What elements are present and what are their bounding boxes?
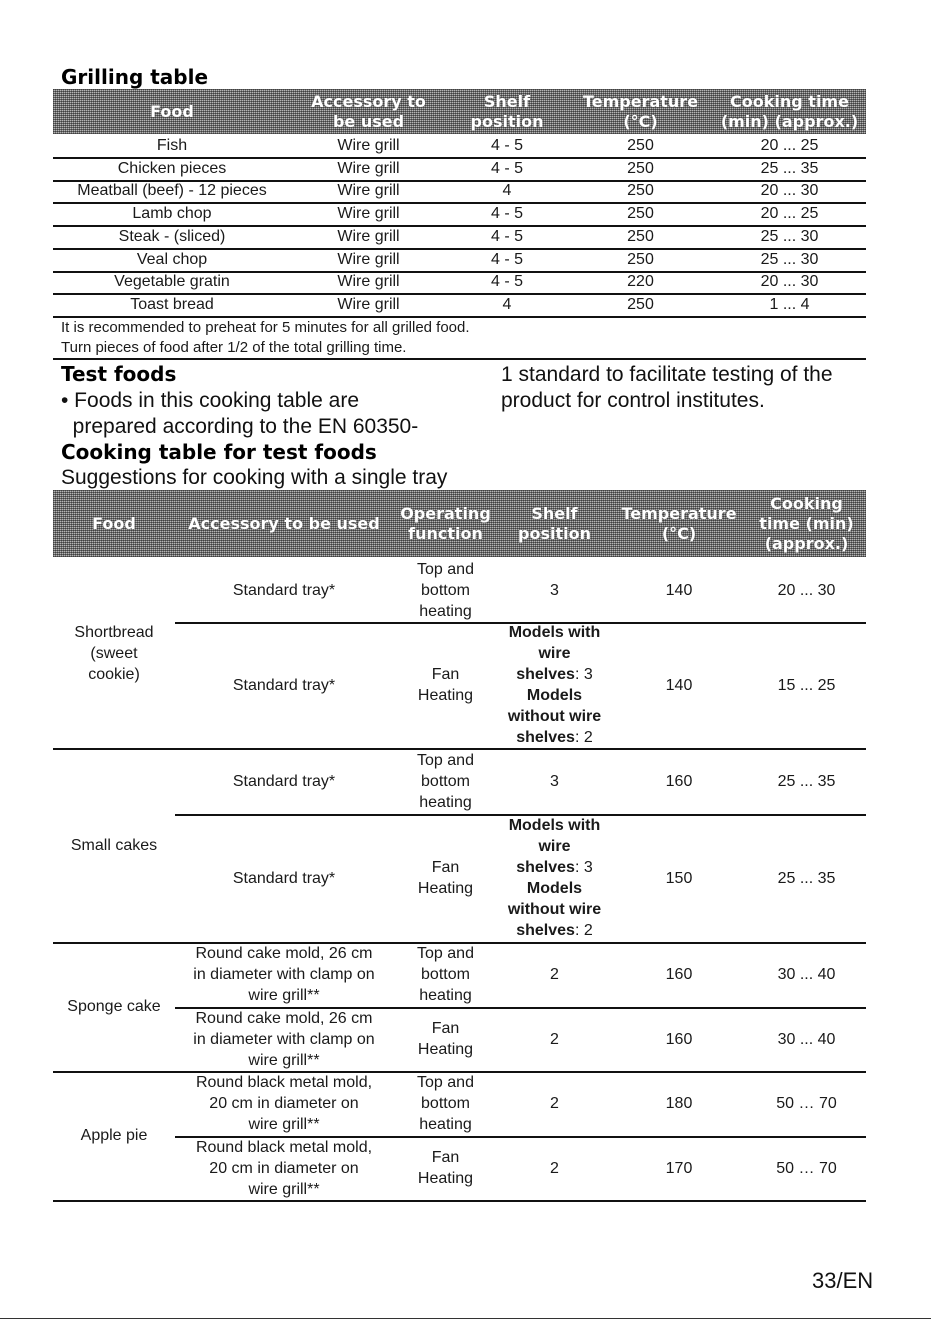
- cell-operating-function: [393, 748, 498, 814]
- cell-temperature: 250: [627, 182, 654, 200]
- cell-accessory: [175, 622, 393, 748]
- cell-temperature: 250: [627, 295, 654, 313]
- cell-accessory: Wire grill: [337, 137, 400, 154]
- cell-operating-function-text: Fan Heating: [417, 859, 474, 897]
- food-name-text: Sponge cake: [67, 998, 161, 1015]
- cell-food: Fish: [156, 137, 188, 154]
- food-name: [53, 558, 175, 748]
- cell-cooking-time: 25 ... 35: [760, 159, 819, 177]
- cell-cooking-time-text: 20 ... 30: [777, 581, 836, 599]
- cell-accessory: Wire grill: [337, 295, 400, 313]
- cell-cooking-time-text: 25 ... 35: [777, 772, 836, 790]
- page-bottom-rule: [0, 1318, 931, 1319]
- cell-shelf: 4 - 5: [490, 250, 523, 268]
- cell-food: Steak - (sliced): [118, 227, 226, 245]
- cell-shelf: [498, 1136, 611, 1200]
- grilling-note-preheat: It is recommended to preheat for 5 minutes for all grilled food.: [61, 319, 470, 336]
- header-accessory: Accessory to be used: [311, 91, 426, 131]
- table-row: [53, 203, 866, 227]
- cell-temperature-text: 180: [665, 1095, 693, 1112]
- grilling-table-title: Grilling table: [61, 65, 209, 89]
- shelf-model-label: Models with wire shelves: [508, 817, 601, 876]
- cell-accessory: [175, 1071, 393, 1136]
- cell-cooking-time-text: 15 ... 25: [777, 676, 836, 694]
- cell-temperature-text: 140: [665, 581, 693, 599]
- cell-temperature: [611, 558, 747, 622]
- cell-cooking-time-text: 50 … 70: [776, 1095, 837, 1112]
- cell-operating-function: [393, 622, 498, 748]
- cell-shelf: [498, 748, 611, 814]
- header-shelf: Shelf position: [518, 503, 591, 543]
- cell-temperature: 250: [627, 159, 654, 177]
- shelf-models-text: Models with wire shelves: 3 Models without wire shelves: 2: [507, 624, 602, 746]
- test-foods-title: Test foods: [61, 362, 177, 386]
- cell-temperature: 250: [627, 250, 654, 268]
- test-foods-bullet: • Foods in this cooking table are prepared according to the EN 60350-: [61, 389, 419, 438]
- cooking-table-header: [53, 490, 866, 557]
- cell-operating-function-text: Fan Heating: [417, 666, 474, 704]
- shelf-value: 2: [583, 729, 593, 746]
- cell-cooking-time: [747, 1007, 866, 1071]
- cell-cooking-time: [747, 558, 866, 622]
- cell-accessory-text: Round cake mold, 26 cm in diameter with clamp on wire grill**: [193, 945, 375, 1004]
- cell-accessory: [175, 814, 393, 942]
- cell-temperature-text: 160: [665, 966, 693, 983]
- header-food: Food: [92, 513, 136, 533]
- table-row: [53, 180, 866, 204]
- cell-accessory: Wire grill: [337, 250, 400, 268]
- table-row: [53, 226, 866, 250]
- cell-cooking-time: 25 ... 30: [760, 227, 819, 245]
- cell-temperature-text: 170: [665, 1159, 693, 1177]
- grilling-note-turn: Turn pieces of food after 1/2 of the total grilling time.: [61, 339, 407, 356]
- test-foods-continued-text: 1 standard to facilitate testing of the product for control institutes.: [501, 363, 833, 412]
- cell-accessory-text: Standard tray*: [232, 772, 336, 790]
- cell-accessory: [175, 748, 393, 814]
- cell-cooking-time: 20 ... 30: [760, 182, 819, 200]
- cell-operating-function: [393, 1136, 498, 1200]
- header-shelf: Shelf position: [470, 91, 544, 131]
- header-cooking-time: Cooking time (min) (approx.): [759, 493, 854, 553]
- cell-operating-function: [393, 558, 498, 622]
- cell-temperature: 250: [627, 137, 654, 154]
- cell-shelf: 4 - 5: [490, 137, 523, 154]
- cell-cooking-time-text: 30 ... 40: [777, 966, 836, 983]
- header-accessory: Accessory to be used: [188, 513, 380, 533]
- cell-temperature: [611, 942, 747, 1007]
- cell-accessory: Wire grill: [337, 273, 400, 291]
- food-name: [53, 1071, 175, 1200]
- shelf-value: 3: [583, 666, 593, 683]
- cell-cooking-time: [747, 1071, 866, 1136]
- row-divider: [53, 1200, 866, 1202]
- cell-temperature-text: 160: [665, 772, 693, 790]
- cell-temperature: [611, 622, 747, 748]
- shelf-value: 3: [583, 859, 593, 876]
- table-row: [53, 135, 866, 159]
- shelf-value: 2: [583, 922, 593, 939]
- cell-shelf-text: 2: [550, 1159, 559, 1177]
- cell-shelf: 4 - 5: [490, 273, 523, 291]
- cell-food: Chicken pieces: [117, 159, 227, 177]
- cell-shelf: 4 - 5: [490, 227, 523, 245]
- cell-shelf: 4: [502, 182, 512, 200]
- cell-cooking-time: 1 ... 4: [769, 295, 810, 313]
- cell-shelf: 4 - 5: [490, 159, 523, 177]
- cell-cooking-time: [747, 1136, 866, 1200]
- cell-shelf: 4 - 5: [490, 205, 523, 223]
- page-number: 33/EN: [812, 1268, 874, 1293]
- cell-shelf: 4: [502, 295, 512, 313]
- cell-temperature: [611, 748, 747, 814]
- cell-accessory-text: Round cake mold, 26 cm in diameter with clamp on wire grill**: [193, 1009, 375, 1069]
- cell-food: Toast bread: [130, 295, 214, 313]
- cooking-table-subtitle: Suggestions for cooking with a single tray: [61, 466, 448, 489]
- cell-accessory: [175, 1136, 393, 1200]
- cell-cooking-time: [747, 748, 866, 814]
- header-operating-function: Operating function: [400, 503, 491, 543]
- cell-shelf-text: 2: [550, 1030, 559, 1048]
- cell-temperature: 250: [627, 205, 654, 223]
- cell-operating-function: [393, 814, 498, 942]
- shelf-model-label: Models with wire shelves: [508, 624, 601, 683]
- cell-operating-function: [393, 1071, 498, 1136]
- cell-operating-function-text: Top and bottom heating: [417, 560, 474, 620]
- header-food: Food: [150, 101, 194, 121]
- cell-temperature-text: 140: [665, 676, 693, 694]
- cell-cooking-time: [747, 814, 866, 942]
- cell-shelf: [498, 814, 611, 942]
- cell-accessory: Wire grill: [337, 182, 400, 200]
- table-row: [53, 294, 866, 318]
- cell-shelf: [498, 622, 611, 748]
- cell-temperature: [611, 814, 747, 942]
- cell-cooking-time: 25 ... 30: [760, 250, 819, 268]
- cell-cooking-time: [747, 622, 866, 748]
- cell-cooking-time: 20 ... 25: [760, 137, 819, 154]
- cell-accessory: [175, 942, 393, 1007]
- shelf-model-label: Models without wire shelves: [507, 687, 602, 746]
- cell-temperature-text: 150: [665, 869, 693, 887]
- cell-cooking-time-text: 50 … 70: [776, 1159, 837, 1177]
- cell-cooking-time-text: 25 ... 35: [777, 869, 836, 887]
- cell-food: Meatball (beef) - 12 pieces: [77, 182, 267, 200]
- cell-operating-function-text: Top and bottom heating: [417, 1074, 474, 1133]
- food-name: [53, 748, 175, 942]
- cell-accessory: Wire grill: [337, 159, 400, 177]
- cell-temperature: [611, 1071, 747, 1136]
- cell-operating-function-text: Top and bottom heating: [417, 945, 474, 1004]
- cell-accessory: [175, 1007, 393, 1071]
- shelf-models-text: Models with wire shelves: 3 Models without wire shelves: 2: [507, 817, 602, 939]
- cell-temperature: 220: [627, 273, 654, 291]
- cell-accessory: [175, 558, 393, 622]
- food-name: [53, 942, 175, 1071]
- cell-temperature: 250: [627, 227, 654, 245]
- cell-shelf-text: 2: [550, 1095, 559, 1112]
- cell-temperature-text: 160: [665, 1030, 693, 1048]
- cell-shelf: [498, 558, 611, 622]
- cell-operating-function-text: Top and bottom heating: [417, 751, 474, 811]
- food-name-text: Apple pie: [80, 1127, 148, 1144]
- cell-accessory: Wire grill: [337, 227, 400, 245]
- cell-cooking-time: 20 ... 25: [760, 205, 819, 223]
- cell-temperature: [611, 1007, 747, 1071]
- cell-shelf-text: 3: [550, 772, 559, 790]
- cell-shelf-text: 3: [550, 581, 559, 599]
- cell-shelf: [498, 942, 611, 1007]
- table-row: [53, 158, 866, 182]
- cell-cooking-time-text: 30 ... 40: [777, 1030, 836, 1048]
- table-row: [53, 271, 866, 295]
- cell-food: Vegetable gratin: [114, 273, 230, 291]
- cell-cooking-time: 20 ... 30: [760, 273, 819, 291]
- cell-shelf: [498, 1007, 611, 1071]
- table-row: [53, 249, 866, 273]
- cell-accessory-text: Round black metal mold, 20 cm in diameter on wire grill**: [195, 1138, 373, 1198]
- cell-accessory-text: Standard tray*: [232, 869, 336, 887]
- cell-operating-function: [393, 1007, 498, 1071]
- shelf-model-label: Models without wire shelves: [507, 880, 602, 939]
- cell-food: Lamb chop: [132, 205, 212, 223]
- cell-accessory: Wire grill: [337, 205, 400, 223]
- cell-cooking-time: [747, 942, 866, 1007]
- cell-accessory-text: Round black metal mold, 20 cm in diameter on wire grill**: [195, 1074, 373, 1133]
- cell-shelf: [498, 1071, 611, 1136]
- header-cooking-time: Cooking time (min) (approx.): [720, 91, 859, 131]
- cell-food: Veal chop: [136, 250, 208, 268]
- food-name-text: Shortbread (sweet cookie): [74, 623, 154, 683]
- cell-operating-function: [393, 942, 498, 1007]
- cell-accessory-text: Standard tray*: [232, 676, 336, 694]
- cell-shelf-text: 2: [550, 966, 559, 983]
- cell-temperature: [611, 1136, 747, 1200]
- food-name-text: Small cakes: [70, 836, 158, 854]
- divider: [53, 358, 866, 360]
- grilling-table-header: [53, 89, 866, 134]
- header-temperature: Temperature (°C): [582, 91, 699, 131]
- header-temperature: Temperature (°C): [621, 503, 737, 543]
- cooking-table-title: Cooking table for test foods: [61, 440, 377, 464]
- cell-operating-function-text: Fan Heating: [417, 1149, 474, 1187]
- cell-accessory-text: Standard tray*: [232, 581, 336, 599]
- cell-operating-function-text: Fan Heating: [417, 1020, 474, 1058]
